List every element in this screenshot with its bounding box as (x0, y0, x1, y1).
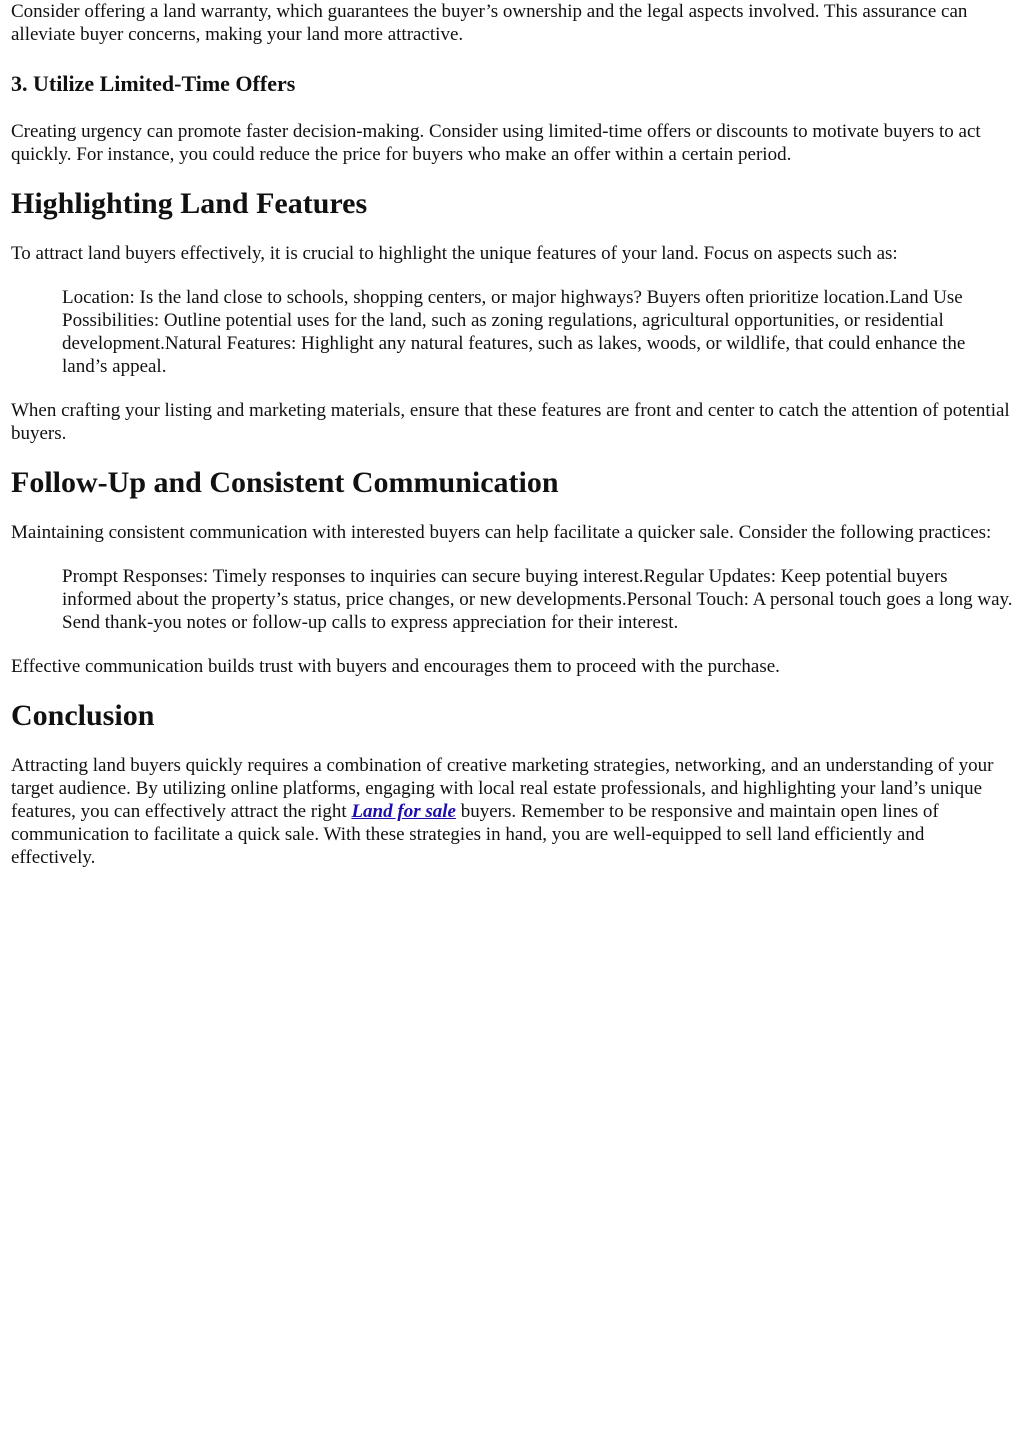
land-features-outro: When crafting your listing and marketing materials, ensure that these features are front and center to catch the attention of potential buyers. (11, 400, 1010, 444)
communication-outro: Effective communication builds trust with buyers and encourages them to proceed with the purchase. (11, 656, 780, 677)
communication-heading: Follow-Up and Consistent Communication (11, 466, 559, 499)
conclusion-text-after-link: buyers. Remember to be responsive and maintain open lines of communication to facilitate a quick sale. With these strategies in hand, you are well-equipped to sell land efficiently and effectively. (11, 801, 939, 868)
limited-time-offers-paragraph: Creating urgency can promote faster decision-making. Consider using limited-time offers or discounts to motivate buyers to act quickly. For instance, you could reduce the price for buyers who make an offer within a certain period. (11, 121, 981, 165)
land-features-intro: To attract land buyers effectively, it is crucial to highlight the unique features of your land. Focus on aspects such as: (11, 243, 898, 264)
warranty-paragraph: Consider offering a land warranty, which guarantees the buyer’s ownership and the legal aspects involved. This assurance can alleviate buyer concerns, making your land more attractive. (11, 1, 968, 45)
limited-time-offers-heading: 3. Utilize Limited-Time Offers (11, 71, 296, 96)
conclusion-heading: Conclusion (11, 699, 155, 732)
land-features-heading: Highlighting Land Features (11, 187, 368, 220)
communication-list: Prompt Responses: Timely responses to inquiries can secure buying interest.Regular Updates: Keep potential buyers informed about the property’s status, price changes, or new developments.Personal Touch: A personal touch goes a long way. Send thank-you notes or follow-up calls to express appreciation for their interest. (62, 566, 1013, 633)
conclusion-text-before-link: Attracting land buyers quickly requires a combination of creative marketing strategies, networking, and an understanding of your target audience. By utilizing online platforms, engaging with local real estate professionals, and highlighting your land’s unique features, you can effectively attract the right (11, 755, 994, 822)
conclusion-paragraph (11, 754, 1013, 869)
communication-intro: Maintaining consistent communication with interested buyers can help facilitate a quicker sale. Consider the following practices: (11, 522, 992, 543)
land-for-sale-link[interactable]: Land for sale (351, 801, 456, 822)
land-features-list: Location: Is the land close to schools, shopping centers, or major highways? Buyers often prioritize location.Land Use Possibilities: Outline potential uses for the land, such as zoning regulations, agricultural opportunities, or residential development.Natural Features: Highlight any natural features, such as lakes, woods, or wildlife, that could enhance the land’s appeal. (62, 287, 966, 377)
